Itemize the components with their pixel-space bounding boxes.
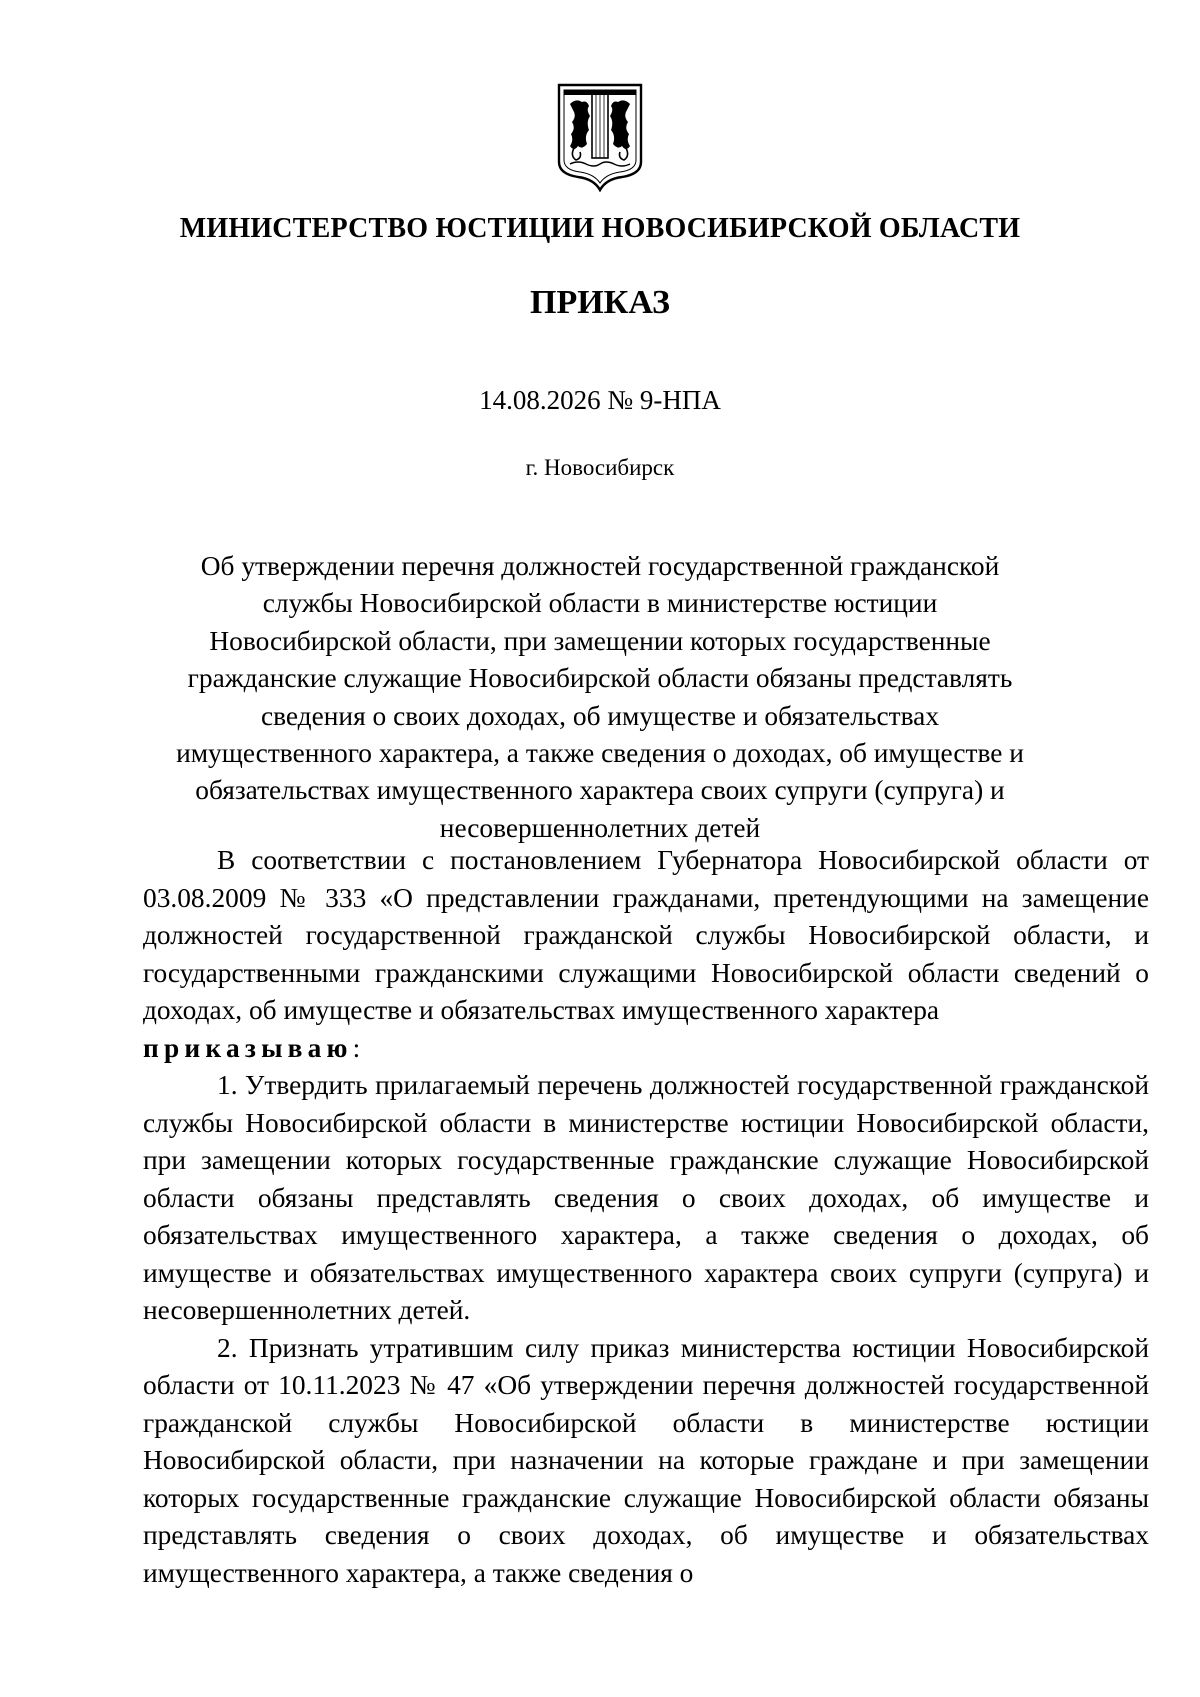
preamble-paragraph: В соответствии с постановлением Губернатора Новосибирской области от 03.08.2009 № 333 «О представлении гражданами, претендующими на замещение должностей государственной гражданской службы Новосибирской области, и государственными гражданскими служащими Новосибирской области сведений о доходах, об имуществе и обязательствах имущественного характера <box>143 845 1149 1025</box>
order-subject: Об утверждении перечня должностей государственной гражданской службы Новосибирской области в министерстве юстиции Новосибирской области, при замещении которых государственные гражданские служащие Новосибирской области обязаны представлять сведения о своих доходах, об имуществе и обязательствах имущественного характера, а также сведения о доходах, об имуществе и обязательствах имущественного характера своих супруги (супруга) и несовершеннолетних детей <box>176 551 1024 843</box>
order-colon: : <box>352 1032 361 1063</box>
coat-of-arms-icon <box>556 82 644 192</box>
city-of-issue: г. Новосибирск <box>525 455 675 480</box>
order-item: 1. Утвердить прилагаемый перечень должностей государственной гражданской службы Новосибирской области в министерстве юстиции Новосибирской области, при замещении которых государственные гражданские служащие Новосибирской области обязаны представлять сведения о своих доходах, об имуществе и обязательствах имущественного характера, а также сведения о доходах, об имуществе и обязательствах имущественного характера своих супруги (супруга) и несовершеннолетних детей. <box>143 1070 1149 1325</box>
order-word: приказываю <box>143 1032 353 1063</box>
date-and-number: 14.08.2026 № 9-НПА <box>479 385 721 415</box>
order-item: 2. Признать утратившим силу приказ министерства юстиции Новосибирской области от 10.11.2023 № 47 «Об утверждении перечня должностей государственной гражданской службы Новосибирской области в министерстве юстиции Новосибирской области, при назначении на которые граждане и при замещении которых государственные гражданские служащие Новосибирской области обязаны представлять сведения о своих доходах, об имуществе и обязательствах имущественного характера, а также сведения о <box>143 1332 1149 1588</box>
order-word-line <box>143 1030 1149 1068</box>
document-type: ПРИКАЗ <box>530 284 670 321</box>
order-body <box>143 842 1149 1592</box>
ministry-name: МИНИСТЕРСТВО ЮСТИЦИИ НОВОСИБИРСКОЙ ОБЛАСТИ <box>179 213 1021 244</box>
